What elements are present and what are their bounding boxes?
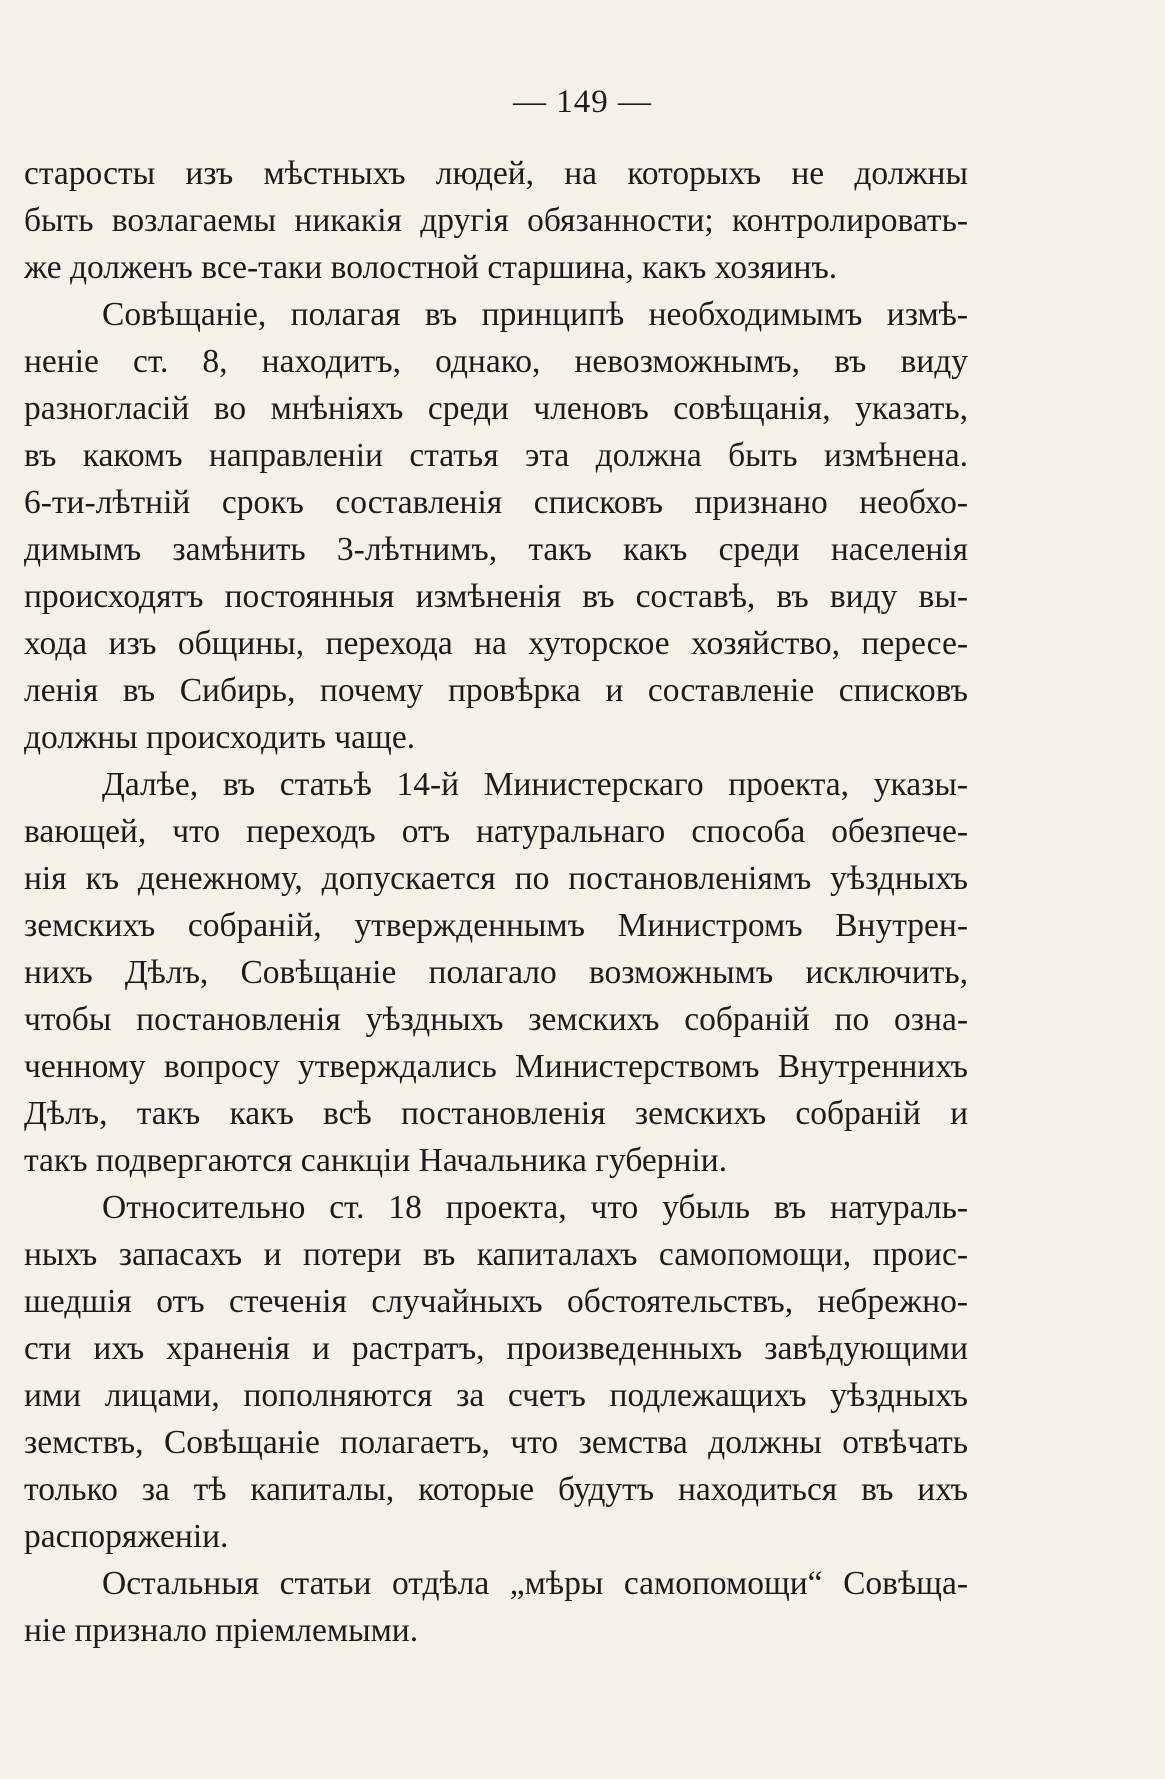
text-line: въ какомъ направленіи статья эта должна быть измѣнена.	[24, 437, 968, 474]
text-line: ныхъ запасахъ и потери въ капиталахъ самопомощи, проис-	[24, 1236, 968, 1273]
text-line: должны происходить чаще.	[24, 719, 416, 756]
text-line: ченному вопросу утверждались Министерствомъ Внутреннихъ	[24, 1048, 968, 1085]
text-line: Относительно ст. 18 проекта, что убыль въ натураль-	[102, 1189, 968, 1226]
paragraph	[24, 1560, 968, 1654]
text-line: же долженъ все-таки волостной старшина, какъ хозяинъ.	[24, 249, 838, 286]
text-line: нія къ денежному, допускается по постановленіямъ уѣздныхъ	[24, 860, 968, 897]
paragraph	[24, 291, 968, 761]
text-line: ленія въ Сибирь, почему провѣрка и составленіе списковъ	[24, 672, 968, 709]
text-line: Далѣе, въ статьѣ 14-й Министерскаго проекта, указы-	[102, 766, 968, 803]
text-line: земскихъ собраній, утвержденнымъ Министромъ Внутрен-	[24, 907, 968, 944]
text-line: быть возлагаемы никакія другія обязанности; контролировать-	[24, 202, 968, 239]
text-line: земствъ, Совѣщаніе полагаетъ, что земства должны отвѣчать	[24, 1424, 968, 1461]
page-number: — 149 —	[513, 84, 652, 120]
text-line: 6-ти-лѣтній срокъ составленія списковъ признано необхо-	[24, 484, 968, 521]
text-line: чтобы постановленія уѣздныхъ земскихъ собраній по озна-	[24, 1001, 968, 1038]
text-line: распоряженіи.	[24, 1518, 229, 1555]
text-line: ніе признало пріемлемыми.	[24, 1612, 419, 1649]
paragraph	[24, 1184, 968, 1560]
text-line: старосты изъ мѣстныхъ людей, на которыхъ не должны	[24, 155, 968, 192]
text-line: хода изъ общины, перехода на хуторское хозяйство, пересе-	[24, 625, 968, 662]
text-line: Дѣлъ, такъ какъ всѣ постановленія земскихъ собраній и	[24, 1095, 968, 1132]
text-line: ими лицами, пополняются за счетъ подлежащихъ уѣздныхъ	[24, 1377, 968, 1414]
text-line: шедшія отъ стеченія случайныхъ обстоятельствъ, небрежно-	[24, 1283, 968, 1320]
paragraph	[24, 150, 968, 291]
text-line: неніе ст. 8, находитъ, однако, невозможнымъ, въ виду	[24, 343, 968, 380]
paragraph	[24, 761, 968, 1184]
text-line: вающей, что переходъ отъ натуральнаго способа обезпече-	[24, 813, 968, 850]
text-line: сти ихъ храненія и растратъ, произведенныхъ завѣдующими	[24, 1330, 968, 1367]
text-line: нихъ Дѣлъ, Совѣщаніе полагало возможнымъ исключить,	[24, 954, 968, 991]
text-line: Совѣщаніе, полагая въ принципѣ необходимымъ измѣ-	[102, 296, 968, 333]
text-line: такъ подвергаются санкціи Начальника губерніи.	[24, 1142, 728, 1179]
text-line: димымъ замѣнить 3-лѣтнимъ, такъ какъ среди населенія	[24, 531, 968, 568]
text-line: разногласій во мнѣніяхъ среди членовъ совѣщанія, указать,	[24, 390, 968, 427]
text-line: Остальныя статьи отдѣла „мѣры самопомощи“ Совѣща-	[102, 1565, 968, 1602]
document-body	[24, 150, 968, 1654]
text-line: только за тѣ капиталы, которые будутъ находиться въ ихъ	[24, 1471, 968, 1508]
text-line: происходятъ постоянныя измѣненія въ составѣ, въ виду вы-	[24, 578, 968, 615]
